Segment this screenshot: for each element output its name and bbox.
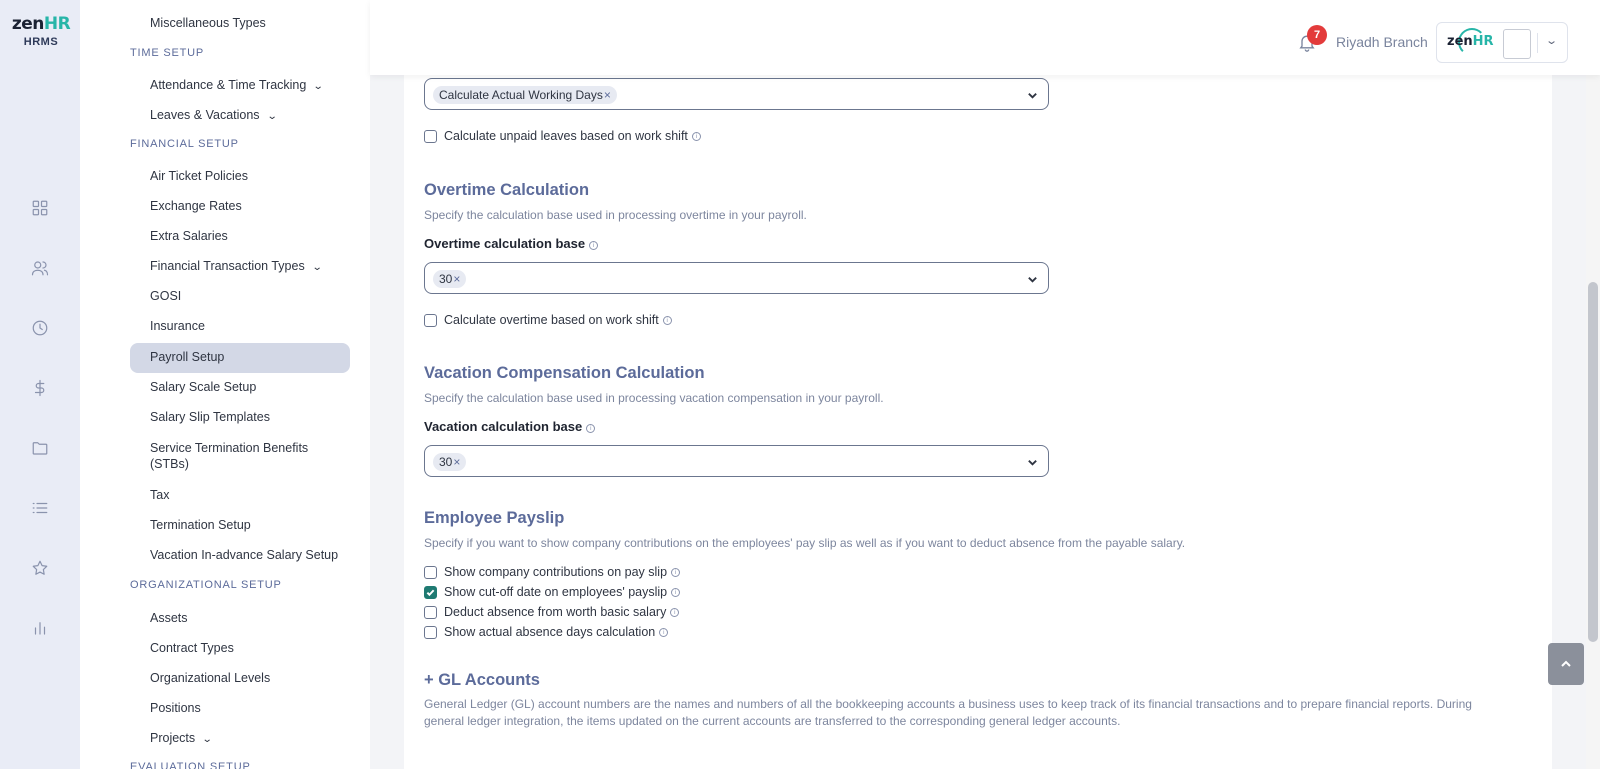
- sidebar-item-label: Service Termination Benefits: [150, 441, 309, 455]
- logo-suffix: HR: [1472, 34, 1494, 49]
- sidebar-item-attendance[interactable]: [150, 78, 323, 92]
- payslip-description: Specify if you want to show company contributions on the employees' pay slip as well as if you want to deduct absence from the payable salary.: [424, 536, 1186, 550]
- info-icon[interactable]: i: [692, 132, 701, 141]
- star-icon[interactable]: [28, 556, 52, 580]
- payslip-option[interactable]: [424, 585, 680, 599]
- chip-label: 30: [439, 272, 453, 286]
- info-icon[interactable]: i: [663, 316, 672, 325]
- sidebar-item-label: Attendance & Time Tracking: [150, 78, 307, 92]
- selected-chip: [433, 453, 466, 471]
- vacation-title: Vacation Compensation Calculation: [424, 364, 705, 382]
- sidebar-item-payroll-setup[interactable]: Payroll Setup: [150, 350, 225, 364]
- gl-accounts-description: General Ledger (GL) account numbers are the names and numbers of all the bookkeeping accounts a business uses to keep track of its financial transactions and to prepare financial reports. During general ledger integration, the items updated on the current accounts are transferred to the corresponding general ledger accounts.: [424, 697, 1472, 728]
- sidebar-item-label: Projects: [150, 731, 196, 745]
- option-label: Calculate overtime based on work shift: [444, 313, 659, 327]
- sidebar-item-positions[interactable]: Positions: [150, 701, 201, 715]
- sidebar-item-label: Leaves & Vacations: [150, 108, 260, 122]
- cut-off-date-checkbox[interactable]: [424, 586, 437, 599]
- brand-logo[interactable]: [10, 14, 72, 48]
- chevron-down-icon: [1027, 88, 1036, 97]
- avatar: [1503, 29, 1531, 59]
- logo-subtitle: HRMS: [23, 36, 59, 48]
- dashboard-icon[interactable]: [28, 196, 52, 220]
- bar-chart-icon[interactable]: [28, 616, 52, 640]
- info-icon[interactable]: i: [671, 588, 680, 597]
- chevron-down-icon: ⌄: [313, 81, 324, 92]
- payslip-option[interactable]: [424, 625, 668, 639]
- chevron-down-icon: ⌄: [1545, 35, 1559, 47]
- clock-icon[interactable]: [28, 316, 52, 340]
- sidebar-item-extra-salaries[interactable]: Extra Salaries: [150, 229, 228, 243]
- settings-sidebar: [80, 0, 370, 769]
- sidebar-item-label: Financial Transaction Types: [150, 259, 305, 273]
- label-text: Vacation calculation base: [424, 419, 583, 434]
- sidebar-item-gosi[interactable]: GOSI: [150, 289, 182, 303]
- remove-chip-icon[interactable]: ×: [453, 272, 461, 286]
- sidebar-item-air-ticket[interactable]: Air Ticket Policies: [150, 169, 248, 183]
- unpaid-leaves-option[interactable]: [424, 129, 701, 143]
- users-icon[interactable]: [28, 256, 52, 280]
- chevron-down-icon: [1027, 455, 1036, 464]
- top-header: [370, 0, 1600, 75]
- sidebar-item-insurance[interactable]: Insurance: [150, 319, 205, 333]
- label-text: Overtime calculation base: [424, 236, 586, 251]
- account-switcher[interactable]: [1436, 22, 1568, 63]
- dollar-icon[interactable]: [28, 376, 52, 400]
- chevron-up-icon: [1560, 658, 1572, 670]
- selected-chip: [433, 270, 466, 288]
- remove-chip-icon[interactable]: ×: [603, 88, 611, 102]
- option-label: Show company contributions on pay slip: [444, 565, 668, 579]
- company-contributions-checkbox[interactable]: [424, 566, 437, 579]
- logo-prefix: zen: [11, 14, 44, 34]
- chevron-down-icon: ⌄: [201, 734, 213, 745]
- check-icon: [426, 588, 435, 597]
- chip-label: Calculate Actual Working Days: [439, 88, 603, 102]
- sidebar-item-service-termination[interactable]: [150, 440, 308, 472]
- payslip-option[interactable]: [424, 565, 680, 579]
- option-label: Show actual absence days calculation: [444, 625, 656, 639]
- sidebar-item-label-line2: (STBs): [150, 457, 189, 471]
- back-to-top-button[interactable]: [1548, 643, 1584, 685]
- sidebar-item-salary-slip-templates[interactable]: Salary Slip Templates: [150, 410, 270, 424]
- chevron-down-icon: ⌄: [266, 111, 278, 122]
- selected-chip: [433, 86, 617, 104]
- chip-label: 30: [439, 455, 453, 469]
- working-days-select[interactable]: [424, 78, 1049, 110]
- overtime-title: Overtime Calculation: [424, 181, 590, 199]
- payroll-setup-content: [404, 75, 1552, 769]
- sidebar-section-evaluation-setup: EVALUATION SETUP: [130, 761, 251, 769]
- option-label: Calculate unpaid leaves based on work shift: [444, 129, 688, 143]
- icon-rail: [0, 0, 80, 769]
- scrollbar-thumb[interactable]: [1588, 282, 1598, 642]
- notification-badge: 7: [1307, 25, 1327, 45]
- gl-accounts-toggle[interactable]: + GL Accounts: [424, 671, 540, 689]
- logo-suffix: HR: [43, 14, 71, 34]
- payslip-option[interactable]: [424, 605, 679, 619]
- info-icon[interactable]: i: [670, 608, 679, 617]
- sidebar-item-termination-setup[interactable]: Termination Setup: [150, 518, 251, 532]
- overtime-work-shift-option[interactable]: [424, 313, 672, 327]
- sidebar-item-salary-scale[interactable]: Salary Scale Setup: [150, 380, 257, 394]
- folder-icon[interactable]: [28, 436, 52, 460]
- sidebar-item-organizational-levels[interactable]: Organizational Levels: [150, 671, 271, 685]
- info-icon[interactable]: i: [586, 424, 595, 433]
- overtime-description: Specify the calculation base used in processing overtime in your payroll.: [424, 208, 807, 222]
- chevron-down-icon: ⌄: [311, 262, 323, 273]
- unpaid-leaves-checkbox[interactable]: [424, 130, 437, 143]
- sidebar-section-time-setup: TIME SETUP: [130, 47, 205, 59]
- sidebar-item-assets[interactable]: Assets: [150, 611, 188, 625]
- vacation-base-select[interactable]: [424, 445, 1049, 477]
- sidebar-section-financial-setup: FINANCIAL SETUP: [130, 138, 239, 150]
- sidebar-item-tax[interactable]: Tax: [150, 488, 170, 502]
- info-icon[interactable]: i: [659, 628, 668, 637]
- sidebar-item-projects[interactable]: [150, 731, 212, 745]
- info-icon[interactable]: i: [589, 241, 598, 250]
- payslip-title: Employee Payslip: [424, 509, 565, 527]
- sidebar-item-leaves[interactable]: [150, 108, 276, 122]
- sidebar-item-financial-transaction-types[interactable]: [150, 259, 321, 273]
- vacation-base-label: [424, 419, 595, 434]
- branch-name[interactable]: Riyadh Branch: [1336, 34, 1428, 50]
- divider: [1537, 33, 1538, 53]
- deduct-absence-checkbox[interactable]: [424, 606, 437, 619]
- overtime-base-label: [424, 236, 598, 251]
- info-icon[interactable]: i: [671, 568, 680, 577]
- sidebar-item-miscellaneous-types[interactable]: Miscellaneous Types: [150, 16, 266, 30]
- remove-chip-icon[interactable]: ×: [453, 455, 461, 469]
- overtime-base-select[interactable]: [424, 262, 1049, 294]
- sidebar-item-exchange-rates[interactable]: Exchange Rates: [150, 199, 242, 213]
- logo-prefix: zen: [1447, 34, 1473, 49]
- sidebar-item-contract-types[interactable]: Contract Types: [150, 641, 234, 655]
- sidebar-section-organizational-setup: ORGANIZATIONAL SETUP: [130, 579, 282, 591]
- option-label: Show cut-off date on employees' payslip: [444, 585, 668, 599]
- sidebar-item-vacation-in-advance[interactable]: Vacation In-advance Salary Setup: [150, 548, 339, 562]
- vacation-description: Specify the calculation base used in processing vacation compensation in your payroll.: [424, 391, 884, 405]
- chevron-down-icon: [1027, 272, 1036, 281]
- overtime-work-shift-checkbox[interactable]: [424, 314, 437, 327]
- actual-absence-days-checkbox[interactable]: [424, 626, 437, 639]
- option-label: Deduct absence from worth basic salary: [444, 605, 667, 619]
- list-icon[interactable]: [28, 496, 52, 520]
- company-logo: [1447, 34, 1494, 49]
